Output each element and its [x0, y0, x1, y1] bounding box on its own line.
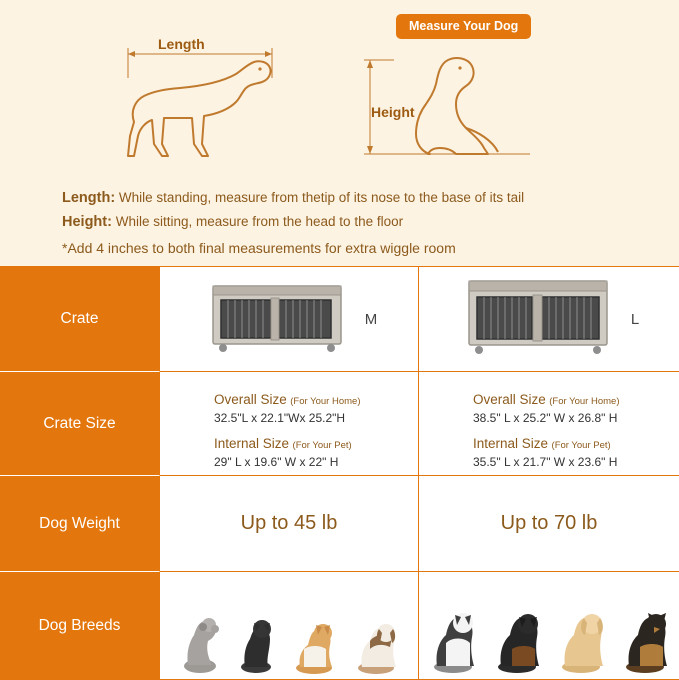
overall-size-title-l: Overall Size — [473, 392, 546, 407]
measure-your-dog-section — [0, 0, 679, 266]
internal-size-title-m: Internal Size — [214, 435, 290, 451]
row-header-crate: Crate — [0, 267, 160, 372]
french-bulldog-icon — [232, 609, 280, 675]
crate-size-large — [419, 372, 679, 476]
husky-icon — [424, 603, 482, 675]
crate-size-letter-l: L — [630, 310, 640, 328]
row-header-crate-size: Crate Size — [0, 372, 160, 476]
internal-size-note-m: (For Your Pet) — [292, 439, 352, 451]
crate-size-letter-m: M — [364, 310, 378, 328]
dog-breeds-medium — [160, 572, 419, 680]
dog-weight-large: Up to 70 lb — [419, 476, 679, 572]
crate-size-medium — [160, 372, 419, 476]
overall-size-value-m: 32.5"L x 22.1"Wx 25.2"H — [214, 410, 346, 425]
size-comparison-table — [0, 266, 679, 680]
dog-breeds-large — [419, 572, 679, 680]
german-shepherd-icon — [616, 603, 674, 675]
internal-size-value-m: 29" L x 19.6" W x 22" H — [214, 454, 339, 469]
internal-size-note-l: (For Your Pet) — [551, 439, 611, 451]
rottweiler-icon — [488, 603, 546, 675]
sitting-dog-illustration — [360, 44, 540, 174]
length-label: Length — [158, 36, 205, 52]
length-description — [62, 190, 524, 206]
internal-size-value-l: 35.5" L x 21.7" W x 23.6" H — [473, 454, 618, 469]
row-header-dog-weight: Dog Weight — [0, 476, 160, 572]
dog-weight-medium: Up to 45 lb — [160, 476, 419, 572]
measure-your-dog-badge: Measure Your Dog — [396, 14, 531, 39]
height-description — [62, 214, 403, 230]
overall-size-title-m: Overall Size — [214, 392, 287, 407]
height-label: Height — [371, 104, 415, 120]
golden-retriever-icon — [552, 603, 610, 675]
crate-photo-icon — [201, 278, 351, 360]
height-description-text: While sitting, measure from the head to the floor — [115, 214, 404, 229]
length-description-text: While standing, measure from thetip of its nose to the base of its tail — [118, 190, 525, 205]
crate-image-medium — [160, 267, 419, 372]
poodle-icon — [174, 609, 226, 675]
height-description-lead: Height: — [62, 214, 112, 230]
overall-size-value-l: 38.5" L x 25.2" W x 26.8" H — [473, 410, 618, 425]
corgi-icon — [286, 609, 342, 675]
beagle-icon — [348, 609, 404, 675]
wiggle-room-note: *Add 4 inches to both final measurements for extra wiggle room — [62, 240, 456, 256]
length-description-lead: Length: — [62, 190, 116, 206]
standing-dog-illustration — [110, 44, 290, 174]
crate-photo-icon — [459, 275, 617, 363]
row-header-dog-breeds: Dog Breeds — [0, 572, 160, 680]
crate-image-large — [419, 267, 679, 372]
overall-size-note-m: (For Your Home) — [290, 396, 361, 407]
internal-size-title-l: Internal Size — [473, 435, 549, 451]
overall-size-note-l: (For Your Home) — [549, 396, 620, 407]
